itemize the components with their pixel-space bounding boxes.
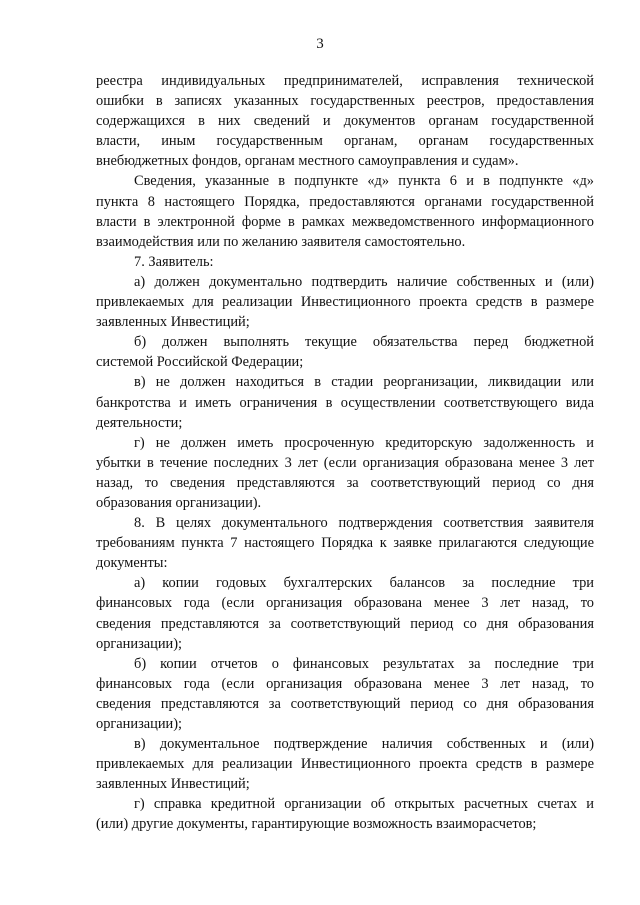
text-line: г) не должен иметь просроченную кредиторскую задолженность и	[134, 434, 594, 451]
item-7g	[96, 433, 594, 513]
text-line: сведения представляются за соответствующий период со дня образования	[96, 695, 594, 712]
item-7v	[96, 372, 594, 432]
text-line: назад, то сведения представляются за соответствующий период со дня	[96, 474, 594, 491]
text-line: деятельности;	[96, 414, 183, 431]
text-line: документы:	[96, 555, 168, 572]
item-8b	[96, 654, 594, 734]
text-line: власти в электронной форме в рамках межведомственного информационного	[96, 213, 594, 230]
item-8a	[96, 573, 594, 653]
section-7-heading	[96, 252, 594, 272]
text-line: реестра индивидуальных предпринимателей, исправления технической	[96, 73, 594, 89]
text-line: системой Российской Федерации;	[96, 354, 304, 371]
text-line: убытки в течение последних 3 лет (если организация образована менее 3 лет	[96, 454, 594, 471]
text-line: в) документальное подтверждение наличия собственных и (или)	[134, 736, 594, 753]
text-line: в) не должен находиться в стадии реорганизации, ликвидации или	[134, 374, 594, 391]
text-line: г) справка кредитной организации об открытых расчетных счетах и	[134, 796, 594, 813]
text-line: финансовых года (если организация образована менее 3 лет назад, то	[96, 595, 594, 612]
text-line: б) копии отчетов о финансовых результатах за последние три	[134, 655, 594, 672]
text-line: банкротства и иметь ограничения в осуществлении соответствующего вида	[96, 394, 594, 411]
page-number: 3	[316, 36, 324, 52]
text-line: заявленных Инвестиций;	[96, 776, 250, 793]
item-7b	[96, 332, 594, 372]
text-line: власти, иным государственным органам, органам государственных	[96, 133, 594, 150]
text-line: б) должен выполнять текущие обязательства перед бюджетной	[134, 334, 594, 351]
paragraph-svedeniya	[96, 171, 594, 251]
text-line: взаимодействия или по желанию заявителя самостоятельно.	[96, 233, 466, 250]
text-line: (или) другие документы, гарантирующие возможность взаиморасчетов;	[96, 816, 537, 833]
text-line: а) должен документально подтвердить наличие собственных и (или)	[134, 273, 594, 290]
text-line: а) копии годовых бухгалтерских балансов за последние три	[134, 575, 594, 592]
text-line: ошибки в записях указанных государственных реестров, предоставления	[96, 93, 594, 110]
item-8g	[96, 794, 594, 834]
item-8v	[96, 734, 594, 794]
text-line: заявленных Инвестиций;	[96, 314, 250, 331]
text-line: пункта 8 настоящего Порядка, предоставляются органами государственной	[96, 193, 594, 210]
text-line: организации);	[96, 716, 183, 732]
text-line: привлекаемых для реализации Инвестиционного проекта средств в размере	[96, 756, 594, 773]
text-line: содержащихся в них сведений и документов органам государственной	[96, 113, 594, 130]
text-line: 7. Заявитель:	[134, 253, 214, 270]
text-line: требованиям пункта 7 настоящего Порядка к заявке прилагаются следующие	[96, 535, 594, 552]
text-line: финансовых года (если организация образована менее 3 лет назад, то	[96, 675, 594, 692]
text-line: образования организации).	[96, 494, 262, 511]
text-line: Сведения, указанные в подпункте «д» пункта 6 и в подпункте «д»	[134, 173, 594, 190]
document-body	[96, 71, 594, 835]
text-line: организации);	[96, 635, 183, 652]
item-7a	[96, 272, 594, 332]
text-line: сведения представляются за соответствующий период со дня образования	[96, 615, 594, 632]
section-8-heading	[96, 513, 594, 573]
paragraph-continuation	[96, 71, 594, 171]
text-line: привлекаемых для реализации Инвестиционного проекта средств в размере	[96, 294, 594, 311]
text-line: внебюджетных фондов, органам местного самоуправления и судам».	[96, 153, 519, 170]
text-line: 8. В целях документального подтверждения соответствия заявителя	[134, 515, 594, 532]
